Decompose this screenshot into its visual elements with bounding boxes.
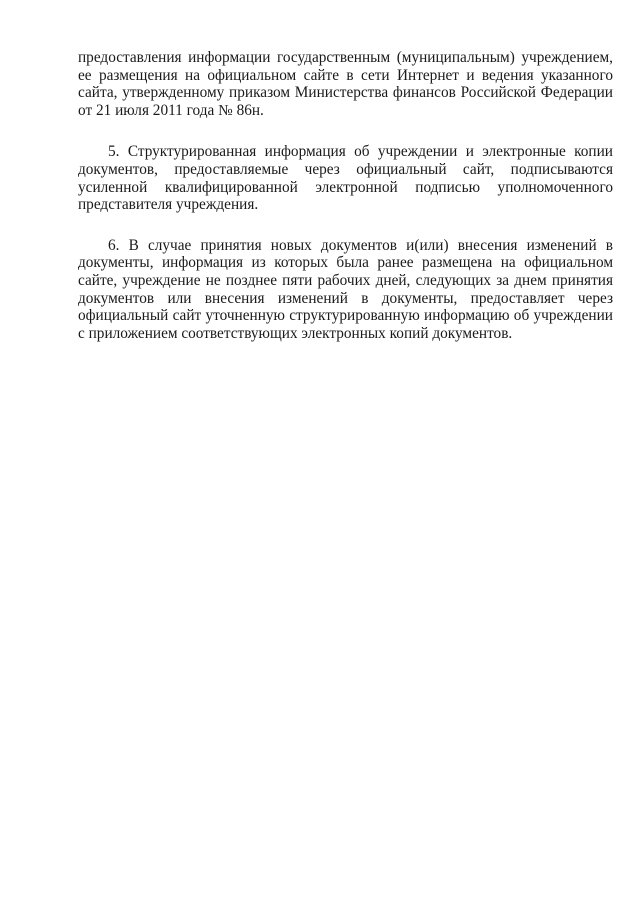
document-body [78,49,613,342]
paragraph-continuation: предоставления информации государственным (муниципальным) учреждением, ее размещения на официальном сайте в сети Интернет и ведения указанного сайта, утвержденному приказом Министерства финансов Российской Федерации от 21 июля 2011 года № 86н. [78,49,613,119]
paragraph-item-5: 5. Структурированная информация об учреждении и электронные копии документов, предоставляемые через официальный сайт, подписываются усиленной квалифицированной электронной подписью уполномоченного представителя учреждения. [78,143,613,214]
paragraph-item-6: 6. В случае принятия новых документов и(или) внесения изменений в документы, информация из которых была ранее размещена на официальном сайте, учреждение не позднее пяти рабочих дней, следующих за днем принятия документов или внесения изменений в документы, предоставляет через официальный сайт уточненную структурированную информацию об учреждении с приложением соответствующих электронных копий документов. [78,236,613,342]
